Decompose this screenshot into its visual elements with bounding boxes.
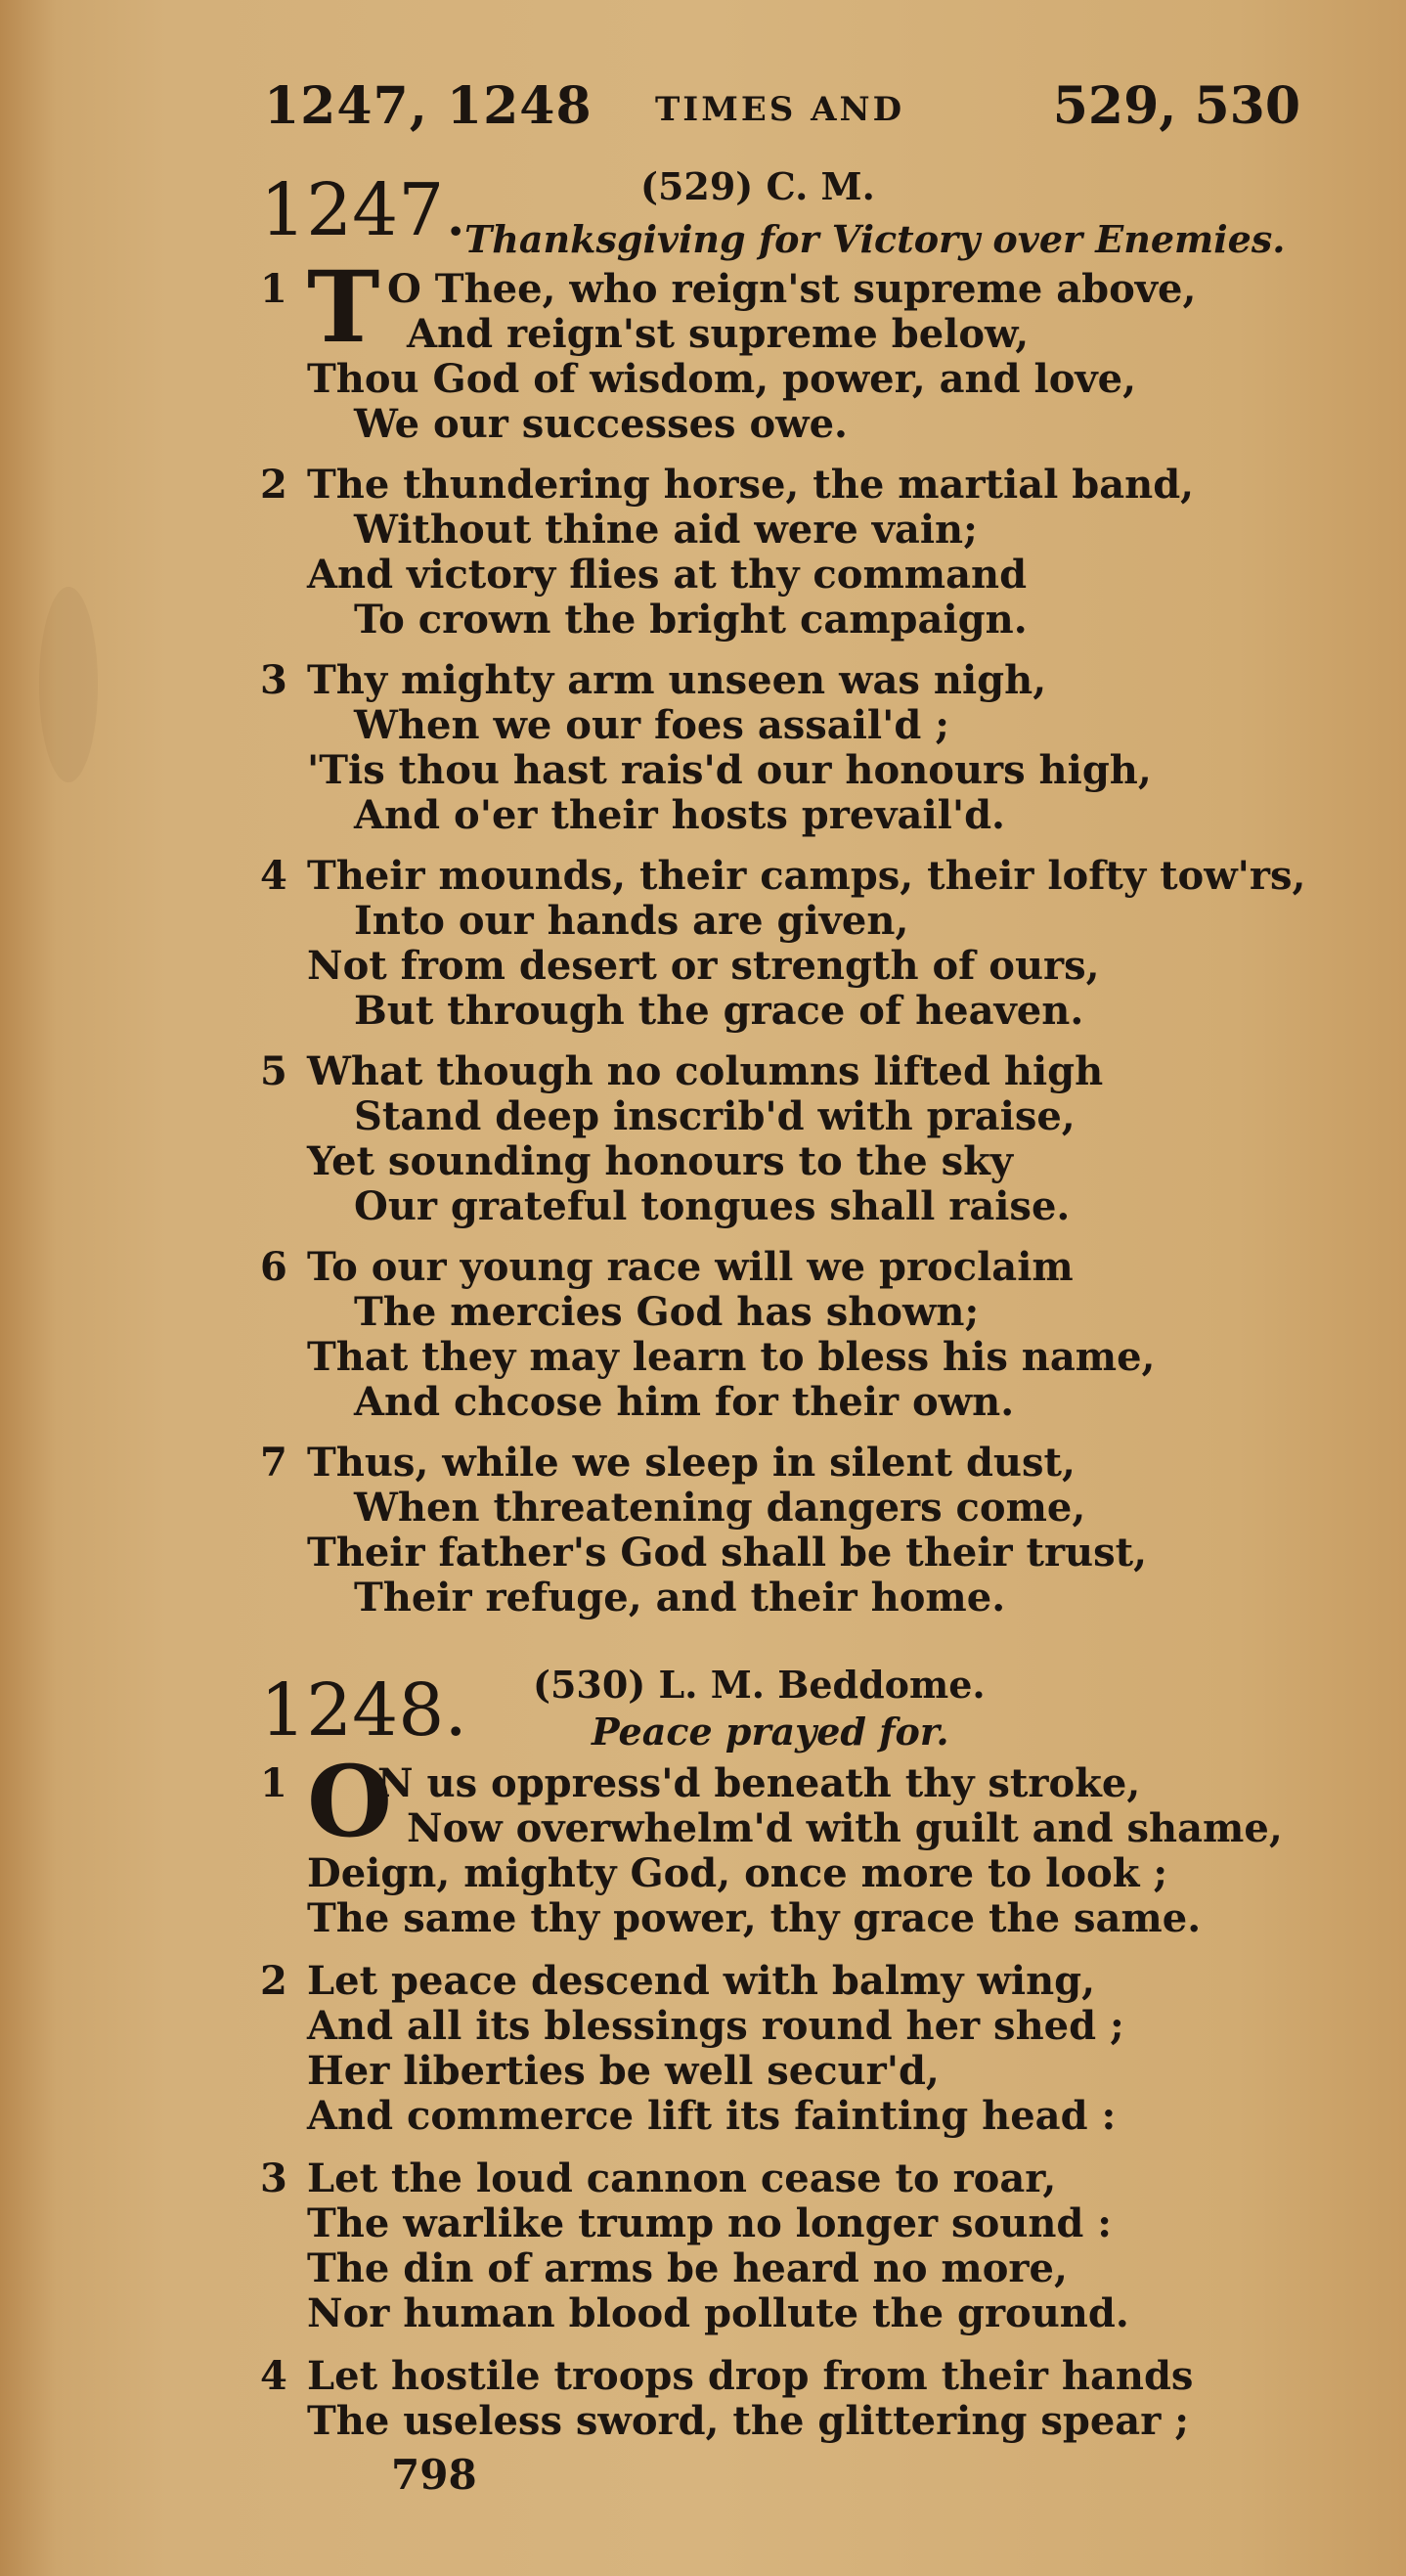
stanza-number: 6 xyxy=(260,1244,287,1290)
verse-line: And commerce lift its fainting head : xyxy=(307,2093,1117,2139)
verse-line: Deign, mighty God, once more to look ; xyxy=(307,1850,1168,1896)
verse-line: Let hostile troops drop from their hands xyxy=(307,2353,1194,2399)
verse-line: 'Tis thou hast rais'd our honours high, xyxy=(307,747,1152,793)
verse-line: And chcose him for their own. xyxy=(354,1379,1015,1425)
hymn-meter: (529) C. M. xyxy=(640,164,875,208)
stanza-number: 2 xyxy=(260,1958,287,2004)
stanza-number: 4 xyxy=(260,2353,287,2399)
verse-line: And all its blessings round her shed ; xyxy=(307,2003,1124,2049)
stanza-number: 1 xyxy=(260,1760,287,1806)
verse-line: N us oppress'd beneath thy stroke, xyxy=(377,1760,1141,1806)
hymn-number: 1247. xyxy=(260,168,467,252)
verse-line: The mercies God has shown; xyxy=(354,1289,980,1335)
verse-line: O Thee, who reign'st supreme above, xyxy=(387,266,1197,312)
stanza-number: 3 xyxy=(260,657,287,703)
drop-cap: T xyxy=(307,249,380,365)
verse-line: Their mounds, their camps, their lofty tow'rs, xyxy=(307,853,1306,899)
running-head xyxy=(264,76,1300,145)
verse-line: Let peace descend with balmy wing, xyxy=(307,1958,1096,2004)
verse-line: And victory flies at thy command xyxy=(307,552,1028,598)
verse-line: The same thy power, thy grace the same. xyxy=(307,1895,1202,1941)
hymn-title: Thanksgiving for Victory over Enemies. xyxy=(464,217,1286,261)
verse-line: Into our hands are given, xyxy=(354,898,909,944)
verse-line: Now overwhelm'd with guilt and shame, xyxy=(407,1805,1283,1851)
running-head-right: 529, 530 xyxy=(1052,76,1300,136)
verse-line: And o'er their hosts prevail'd. xyxy=(354,792,1005,838)
hymn-title: Peace prayed for. xyxy=(592,1710,949,1754)
stanza-number: 5 xyxy=(260,1048,287,1094)
verse-line: Their father's God shall be their trust, xyxy=(307,1530,1148,1576)
verse-line: Not from desert or strength of ours, xyxy=(307,943,1100,989)
hymn-number: 1248. xyxy=(260,1668,467,1753)
verse-line: That they may learn to bless his name, xyxy=(307,1334,1156,1380)
verse-line: To our young race will we proclaim xyxy=(307,1244,1074,1290)
stanza-number: 4 xyxy=(260,853,287,899)
stanza-number: 2 xyxy=(260,462,287,508)
verse-line: The thundering horse, the martial band, xyxy=(307,462,1195,508)
verse-line: But through the grace of heaven. xyxy=(354,988,1084,1034)
verse-line: When we our foes assail'd ; xyxy=(354,702,949,748)
verse-line: Thy mighty arm unseen was nigh, xyxy=(307,657,1047,703)
verse-line: We our successes owe. xyxy=(354,401,848,447)
running-head-left: 1247, 1248 xyxy=(264,76,593,136)
stanza-number: 3 xyxy=(260,2155,287,2201)
verse-line: To crown the bright campaign. xyxy=(354,597,1028,643)
verse-line: What though no columns lifted high xyxy=(307,1048,1104,1094)
verse-line: The useless sword, the glittering spear ; xyxy=(307,2398,1189,2444)
page-number: 798 xyxy=(391,2451,477,2499)
verse-line: Nor human blood pollute the ground. xyxy=(307,2290,1129,2336)
verse-line: Let the loud cannon cease to roar, xyxy=(307,2155,1057,2201)
verse-line: Thou God of wisdom, power, and love, xyxy=(307,356,1136,402)
verse-line: Our grateful tongues shall raise. xyxy=(354,1183,1071,1229)
verse-line: Their refuge, and their home. xyxy=(354,1575,1006,1621)
verse-line: The warlike trump no longer sound : xyxy=(307,2200,1113,2246)
drop-cap: O xyxy=(307,1744,393,1859)
stanza-number: 1 xyxy=(260,266,287,312)
running-head-center: TIMES AND xyxy=(655,90,905,129)
verse-line: And reign'st supreme below, xyxy=(407,311,1030,357)
hymn-meter: (530) L. M. Beddome. xyxy=(533,1663,986,1707)
stanza-number: 7 xyxy=(260,1440,287,1486)
verse-line: The din of arms be heard no more, xyxy=(307,2245,1068,2291)
verse-line: Stand deep inscrib'd with praise, xyxy=(354,1093,1076,1139)
verse-line: Her liberties be well secur'd, xyxy=(307,2048,940,2094)
verse-line: Yet sounding honours to the sky xyxy=(307,1138,1014,1184)
verse-line: When threatening dangers come, xyxy=(354,1485,1086,1531)
paper-stain xyxy=(39,587,98,782)
verse-line: Without thine aid were vain; xyxy=(354,507,978,553)
verse-line: Thus, while we sleep in silent dust, xyxy=(307,1440,1076,1486)
